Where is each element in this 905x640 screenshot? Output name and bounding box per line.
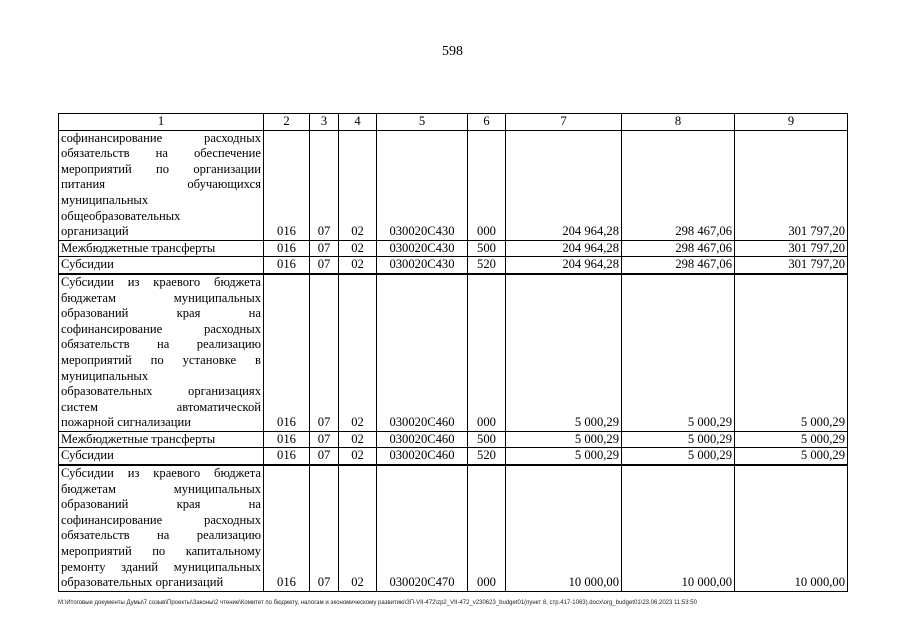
item-name-line: Субсидии — [61, 257, 114, 272]
cell-expense-type: 520 — [468, 257, 506, 274]
cell-section: 07 — [310, 431, 339, 448]
item-name-line: образований края на — [61, 497, 261, 512]
cell-amount-year-3: 5 000,29 — [735, 431, 848, 448]
cell-item-name — [59, 274, 264, 431]
cell-expense-type: 000 — [468, 274, 506, 431]
item-name-line: ремонту зданий муниципальных — [61, 559, 261, 574]
cell-ministry-code: 016 — [264, 431, 310, 448]
cell-amount-year-1: 204 964,28 — [506, 240, 622, 257]
cell-amount-year-1: 5 000,29 — [506, 274, 622, 431]
cell-item-name — [59, 240, 264, 257]
cell-amount-year-2: 298 467,06 — [622, 130, 735, 240]
cell-item-name — [59, 448, 264, 465]
cell-item-name — [59, 465, 264, 591]
cell-amount-year-3: 5 000,29 — [735, 448, 848, 465]
table-row — [59, 274, 848, 431]
cell-amount-year-2: 5 000,29 — [622, 431, 735, 448]
cell-section: 07 — [310, 274, 339, 431]
table-row — [59, 257, 848, 274]
header-col-1: 1 — [59, 114, 264, 131]
cell-target-article: 030020C460 — [377, 448, 468, 465]
item-name-line: образовательных организациях — [61, 384, 261, 399]
item-name-line: питания обучающихся — [61, 177, 261, 192]
table-row — [59, 448, 848, 465]
cell-amount-year-2: 298 467,06 — [622, 240, 735, 257]
cell-target-article: 030020C470 — [377, 465, 468, 591]
cell-subsection: 02 — [339, 257, 377, 274]
cell-amount-year-3: 301 797,20 — [735, 130, 848, 240]
cell-target-article: 030020C460 — [377, 274, 468, 431]
item-name-line: софинансирование расходных — [61, 512, 261, 527]
cell-ministry-code: 016 — [264, 130, 310, 240]
table-row — [59, 465, 848, 591]
cell-section: 07 — [310, 257, 339, 274]
item-name-line: бюджетам муниципальных — [61, 481, 261, 496]
cell-ministry-code: 016 — [264, 465, 310, 591]
item-name-line: Субсидии из краевого бюджета — [61, 274, 261, 289]
item-name-line: бюджетам муниципальных — [61, 290, 261, 305]
item-name-line: пожарной сигнализации — [61, 415, 191, 430]
item-name-line: образовательных организаций — [61, 575, 224, 590]
cell-amount-year-3: 10 000,00 — [735, 465, 848, 591]
cell-subsection: 02 — [339, 240, 377, 257]
cell-subsection: 02 — [339, 431, 377, 448]
cell-amount-year-3: 5 000,29 — [735, 274, 848, 431]
cell-target-article: 030020C460 — [377, 431, 468, 448]
item-name-line: Межбюджетные трансферты — [61, 431, 216, 446]
cell-expense-type: 000 — [468, 465, 506, 591]
page-number: 598 — [442, 44, 463, 59]
budget-table — [58, 113, 848, 592]
header-col-9: 9 — [735, 114, 848, 131]
header-col-4: 4 — [339, 114, 377, 131]
item-name-line: образований края на — [61, 306, 261, 321]
cell-ministry-code: 016 — [264, 240, 310, 257]
cell-item-name — [59, 257, 264, 274]
cell-ministry-code: 016 — [264, 274, 310, 431]
header-col-8: 8 — [622, 114, 735, 131]
item-name-line: общеобразовательных — [61, 208, 181, 223]
item-name-line: мероприятий по установке в — [61, 352, 261, 367]
table-header-row — [59, 114, 848, 131]
cell-amount-year-2: 5 000,29 — [622, 448, 735, 465]
cell-target-article: 030020C430 — [377, 130, 468, 240]
cell-subsection: 02 — [339, 274, 377, 431]
cell-section: 07 — [310, 240, 339, 257]
item-name-line: систем автоматической — [61, 399, 261, 414]
cell-amount-year-2: 10 000,00 — [622, 465, 735, 591]
item-name-line: муниципальных — [61, 192, 149, 207]
header-col-6: 6 — [468, 114, 506, 131]
header-col-2: 2 — [264, 114, 310, 131]
cell-expense-type: 500 — [468, 431, 506, 448]
cell-amount-year-1: 5 000,29 — [506, 431, 622, 448]
cell-expense-type: 520 — [468, 448, 506, 465]
cell-section: 07 — [310, 465, 339, 591]
item-name-line: муниципальных — [61, 368, 149, 383]
file-path-footer: M:\Итоговые документы Думы\7 созыв\Проекты\Законы\2 чтение\Комитет по бюджету, налогам и экономическому развитию\ЗП-VII-472\zp2_VII-472_v230623_budget01(пункт 8, стр.417-1063).docx\org_budget01\23.06.2023 11:53:50 — [58, 600, 697, 606]
item-name-line: Субсидии — [61, 448, 114, 463]
cell-amount-year-1: 204 964,28 — [506, 130, 622, 240]
cell-target-article: 030020C430 — [377, 240, 468, 257]
table-row — [59, 130, 848, 240]
item-name-line: обязательств на обеспечение — [61, 146, 261, 161]
cell-amount-year-1: 10 000,00 — [506, 465, 622, 591]
header-col-3: 3 — [310, 114, 339, 131]
cell-expense-type: 500 — [468, 240, 506, 257]
cell-amount-year-2: 5 000,29 — [622, 274, 735, 431]
cell-subsection: 02 — [339, 448, 377, 465]
cell-expense-type: 000 — [468, 130, 506, 240]
item-name-line: организаций — [61, 224, 129, 239]
cell-amount-year-1: 5 000,29 — [506, 448, 622, 465]
cell-ministry-code: 016 — [264, 257, 310, 274]
cell-subsection: 02 — [339, 130, 377, 240]
cell-amount-year-2: 298 467,06 — [622, 257, 735, 274]
cell-item-name — [59, 431, 264, 448]
item-name-line: обязательств на реализацию — [61, 528, 261, 543]
cell-amount-year-3: 301 797,20 — [735, 257, 848, 274]
cell-subsection: 02 — [339, 465, 377, 591]
cell-ministry-code: 016 — [264, 448, 310, 465]
item-name-line: обязательств на реализацию — [61, 337, 261, 352]
item-name-line: Межбюджетные трансферты — [61, 240, 216, 255]
header-col-7: 7 — [506, 114, 622, 131]
table-row — [59, 431, 848, 448]
cell-amount-year-3: 301 797,20 — [735, 240, 848, 257]
item-name-line: софинансирование расходных — [61, 130, 261, 145]
cell-item-name — [59, 130, 264, 240]
item-name-line: мероприятий по организации — [61, 161, 261, 176]
header-col-5: 5 — [377, 114, 468, 131]
item-name-line: Субсидии из краевого бюджета — [61, 466, 261, 481]
item-name-line: софинансирование расходных — [61, 321, 261, 336]
cell-section: 07 — [310, 130, 339, 240]
table-row — [59, 240, 848, 257]
item-name-line: мероприятий по капитальному — [61, 544, 261, 559]
cell-target-article: 030020C430 — [377, 257, 468, 274]
cell-amount-year-1: 204 964,28 — [506, 257, 622, 274]
cell-section: 07 — [310, 448, 339, 465]
